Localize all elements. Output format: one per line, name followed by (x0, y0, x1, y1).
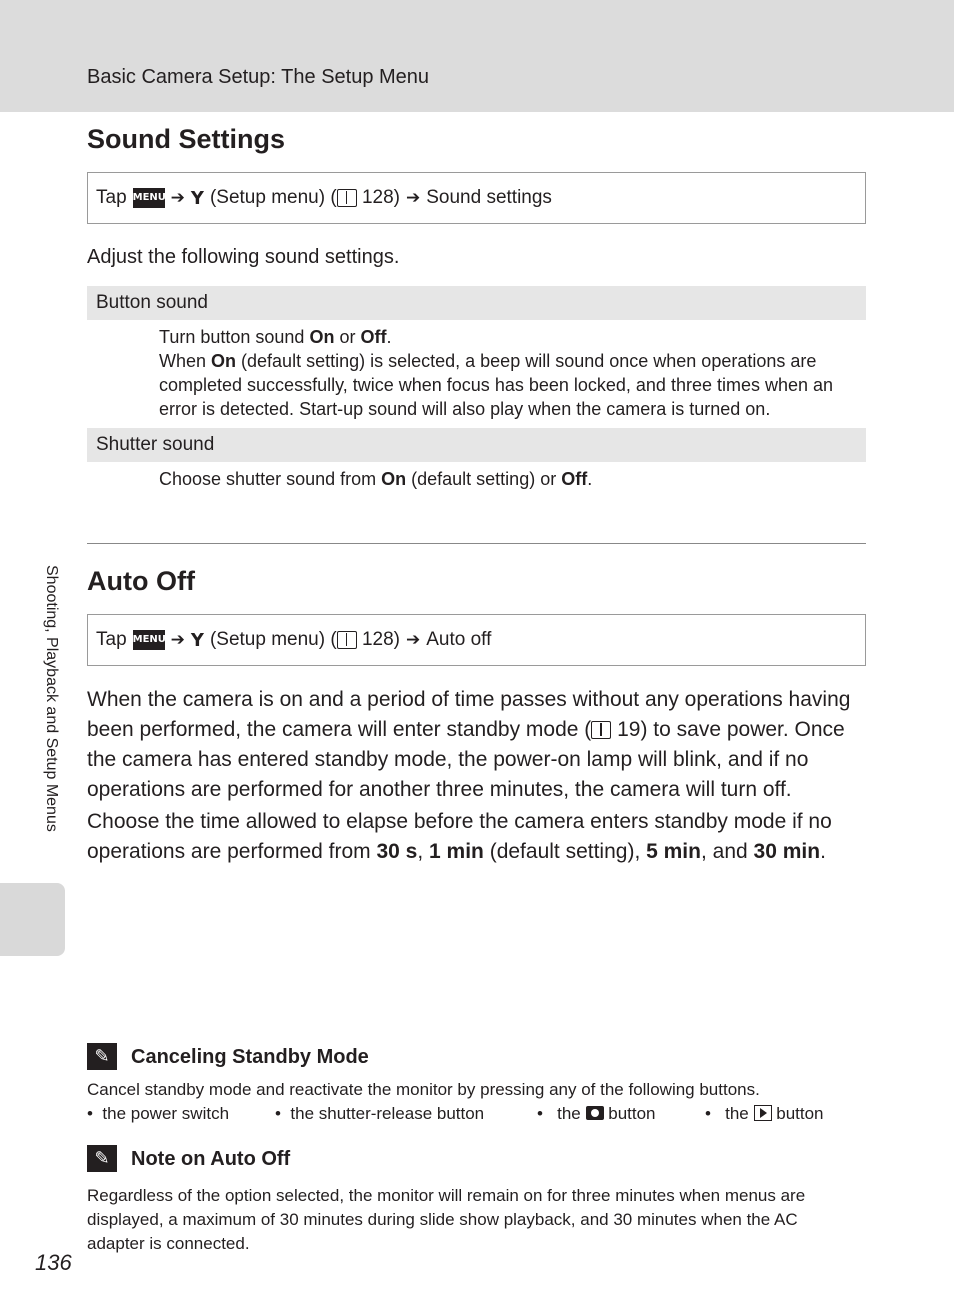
menu-icon: MENU (133, 630, 165, 650)
playback-icon (754, 1105, 772, 1121)
arrow-right-icon: ➔ (170, 188, 185, 208)
page-number: 136 (35, 1250, 72, 1275)
auto-off-menu-path (87, 614, 866, 666)
menu-destination: Sound settings (426, 187, 552, 208)
note-standby-title: Canceling Standby Mode (131, 1046, 369, 1068)
shutter-sound-label: Shutter sound (87, 428, 866, 462)
list-item: • the button (705, 1104, 824, 1123)
menu-icon: MENU (133, 188, 165, 208)
arrow-right-icon: ➔ (405, 188, 421, 208)
button-sound-description: Turn button sound On or Off. When On (default setting) is selected, a beep will sound once when operations are completed successfully, twice when focus has been locked, and three times when an error is detected. Start-up sound will also play when the camera is turned on. (159, 327, 834, 419)
side-tab-label: Shooting, Playback and Setup Menus (43, 565, 60, 832)
shutter-sound-description: Choose shutter sound from On (default setting) or Off. (159, 469, 593, 489)
wrench-icon: Y (190, 629, 204, 651)
note-auto-off-text: Regardless of the option selected, the monitor will remain on for three minutes when menus are displayed, a maximum of 30 minutes during slide show playback, and 30 minutes when the AC adapter is connected. (87, 1186, 806, 1253)
auto-off-heading: Auto Off (87, 566, 195, 596)
setup-menu-label: (Setup menu) ( 128) (209, 629, 400, 650)
menu-destination: Auto off (426, 629, 492, 650)
pencil-note-icon: ✎ (87, 1043, 117, 1070)
arrow-right-icon: ➔ (405, 630, 421, 650)
button-sound-label: Button sound (87, 286, 866, 320)
book-icon (337, 631, 357, 649)
list-item: • the shutter-release button (275, 1104, 485, 1123)
auto-off-paragraph-2: Choose the time allowed to elapse before the camera enters standby mode if no operations are performed from 30 s, 1 min (default setting), 5 min, and 30 min. (87, 810, 832, 863)
sound-settings-heading: Sound Settings (87, 124, 285, 154)
book-icon (337, 189, 357, 207)
arrow-right-icon: ➔ (170, 630, 185, 650)
section-divider (87, 543, 866, 544)
tap-label: Tap (96, 629, 127, 650)
book-icon (591, 721, 611, 739)
tap-label: Tap (96, 187, 127, 208)
sound-settings-intro: Adjust the following sound settings. (87, 246, 400, 268)
list-item: • the button (537, 1104, 656, 1123)
list-item: • the power switch (87, 1104, 230, 1123)
note-standby-text: Cancel standby mode and reactivate the monitor by pressing any of the following buttons. (87, 1080, 760, 1099)
header-band (0, 0, 954, 112)
standby-buttons-list (87, 1104, 857, 1128)
note-auto-off-title: Note on Auto Off (131, 1148, 291, 1170)
pencil-note-icon: ✎ (87, 1145, 117, 1172)
auto-off-paragraph-1: When the camera is on and a period of time passes without any operations having been performed, the camera will enter standby mode ( 19) to save power. Once the camera has entered standby mode, the power-on lamp will blink, and if no operations are performed for another three minutes, the camera will turn off. (87, 688, 851, 801)
camera-icon (586, 1106, 604, 1120)
wrench-icon: Y (190, 187, 204, 209)
page-header-title: Basic Camera Setup: The Setup Menu (87, 66, 430, 88)
setup-menu-label: (Setup menu) ( 128) (209, 187, 400, 208)
side-tab-marker (0, 883, 65, 956)
sound-settings-menu-path (87, 172, 866, 224)
